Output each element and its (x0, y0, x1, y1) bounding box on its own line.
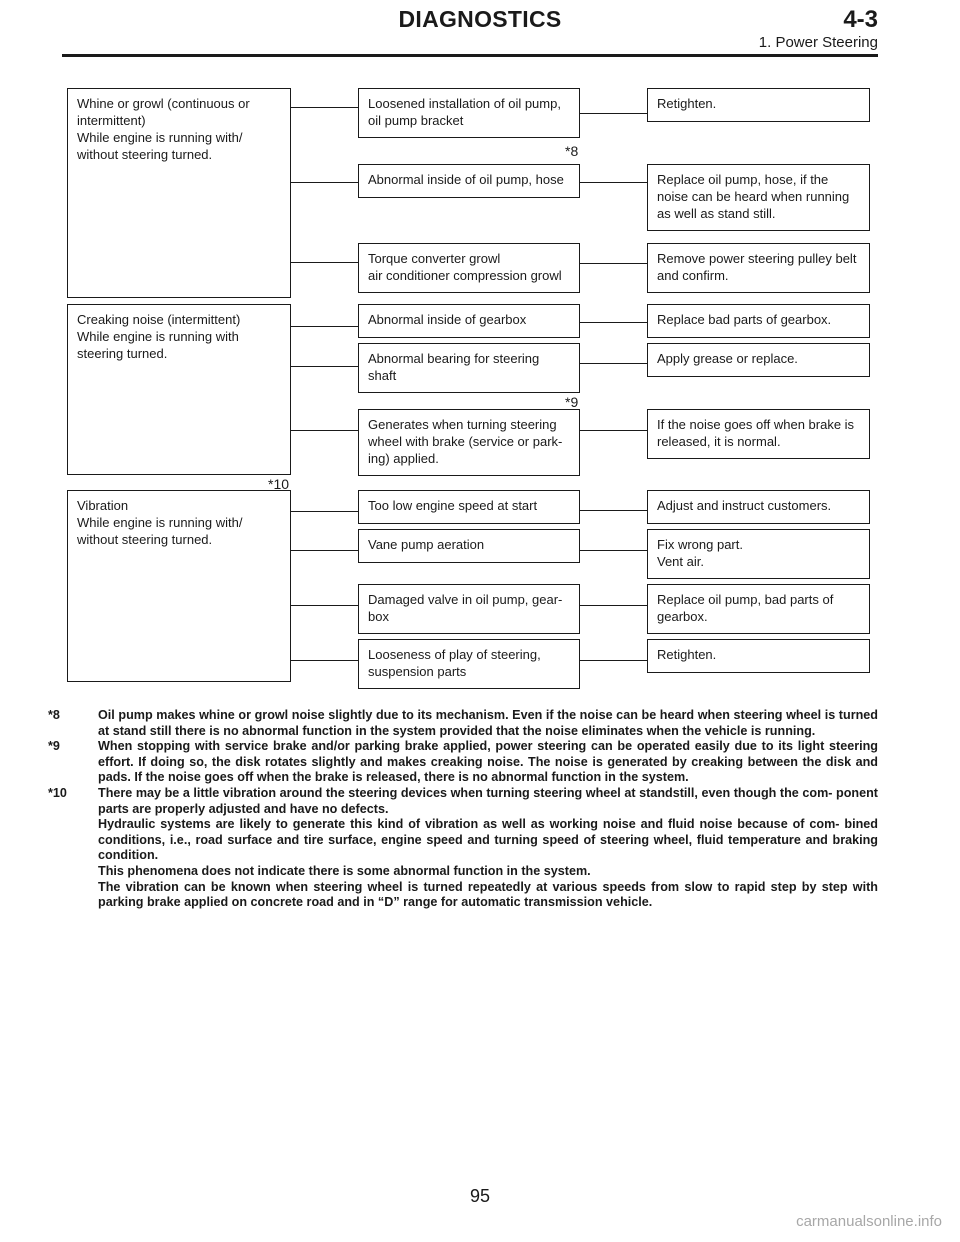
cause-box (358, 88, 580, 138)
footnote-marker: *8 (565, 143, 579, 159)
cause-box (358, 343, 580, 393)
cause-box (358, 529, 580, 563)
connector-line (291, 511, 358, 512)
watermark: carmanualsonline.info (796, 1213, 942, 1230)
connector-line (580, 605, 647, 606)
footnote-mark: *8 (48, 708, 60, 722)
remedy-box (647, 639, 870, 673)
connector-line (291, 605, 358, 606)
footnote-text (98, 786, 878, 911)
connector-line (291, 660, 358, 661)
remedy-text: Retighten. (657, 96, 717, 111)
remedy-box (647, 343, 870, 377)
footnote-paragraph: This phenomena does not indicate there is some abnormal function in the system. (98, 863, 591, 878)
remedy-box (647, 304, 870, 338)
remedy-text: Apply grease or replace. (657, 351, 798, 366)
cause-text: Abnormal inside of gearbox (368, 312, 527, 327)
page-number: 95 (469, 1186, 491, 1206)
connector-line (580, 322, 647, 323)
symptom-text: Whine or growl (continuous or intermittent) While engine is running with/ without steering turned. (77, 96, 250, 162)
symptom-box-creaking (67, 304, 291, 475)
footnote-10 (48, 786, 878, 911)
connector-line (291, 366, 358, 367)
symptom-text: Creaking noise (intermittent) While engine is running with steering turned. (77, 312, 241, 361)
remedy-text: Replace bad parts of gearbox. (657, 312, 832, 327)
footnote-text (98, 708, 878, 739)
section-number: 4-3 (843, 6, 878, 33)
symptom-box-vibration (67, 490, 291, 682)
cause-text: Damaged valve in oil pump, gear- box (368, 592, 563, 624)
remedy-text: Retighten. (657, 647, 717, 662)
remedy-text: Remove power steering pulley belt and confirm. (657, 251, 857, 283)
connector-line (291, 107, 358, 108)
connector-line (291, 182, 358, 183)
remedy-box (647, 409, 870, 459)
connector-line (291, 430, 358, 431)
cause-text: Abnormal bearing for steering shaft (368, 351, 540, 383)
footnote-mark: *10 (48, 785, 67, 800)
cause-text: Too low engine speed at start (368, 498, 538, 513)
remedy-box (647, 490, 870, 524)
connector-line (580, 510, 647, 511)
footnote-paragraph: The vibration can be known when steering wheel is turned repeatedly at various speeds from slow to rapid step by step with parking brake applied on concrete road and in “D” range for automatic transmission vehicle. (98, 879, 878, 910)
symptom-text: Vibration While engine is running with/ without steering turned. (77, 498, 243, 547)
connector-line (580, 430, 647, 431)
symptom-box-whine (67, 88, 291, 298)
connector-line (580, 660, 647, 661)
cause-text: Torque converter growl air conditioner compression growl (368, 251, 562, 283)
page-title: DIAGNOSTICS (398, 6, 562, 32)
connector-line (580, 182, 647, 183)
footnote-paragraph: There may be a little vibration around the steering devices when turning steering wheel at standstill, even though the com- ponent parts are properly adjusted and have no defects. (98, 785, 878, 816)
cause-box (358, 243, 580, 293)
section-subtitle: 1. Power Steering (758, 34, 878, 51)
remedy-text: If the noise goes off when brake is released, it is normal. (657, 417, 855, 449)
cause-box (358, 584, 580, 634)
footnote-marker: *10 (268, 476, 290, 492)
cause-box (358, 490, 580, 524)
header-rule (62, 54, 878, 57)
cause-box (358, 409, 580, 476)
footnote-paragraph: Oil pump makes whine or growl noise slightly due to its mechanism. Even if the noise can be heard when steering wheel is turned at stand still there is no abnormal function in the system provided that the noise eliminates when the vehicle is running. (98, 708, 878, 738)
remedy-text: Fix wrong part. Vent air. (657, 537, 743, 569)
connector-line (580, 113, 647, 114)
cause-text: Loosened installation of oil pump, oil pump bracket (368, 96, 561, 128)
cause-text: Generates when turning steering wheel with brake (service or park- ing) applied. (368, 417, 563, 466)
footnote-mark: *9 (48, 739, 60, 754)
remedy-box (647, 529, 870, 579)
connector-line (580, 550, 647, 551)
footnote-8 (48, 708, 878, 739)
cause-box (358, 639, 580, 689)
cause-text: Vane pump aeration (368, 537, 485, 552)
remedy-text: Replace oil pump, hose, if the noise can be heard when running as well as stand still. (657, 172, 850, 221)
connector-line (291, 262, 358, 263)
connector-line (580, 263, 647, 264)
remedy-text: Adjust and instruct customers. (657, 498, 832, 513)
remedy-box (647, 88, 870, 122)
footnote-text (98, 739, 878, 786)
footnotes (48, 708, 878, 911)
footnote-paragraph: Hydraulic systems are likely to generate this kind of vibration as well as working noise and fluid noise because of com- bined conditions, i.e., road surface and tire surface, engine speed and turning speed of steering wheel, fluid temperature and braking condition. (98, 817, 878, 863)
footnote-9 (48, 739, 878, 786)
connector-line (580, 363, 647, 364)
connector-line (291, 326, 358, 327)
remedy-text: Replace oil pump, bad parts of gearbox. (657, 592, 834, 624)
cause-text: Looseness of play of steering, suspension parts (368, 647, 541, 679)
remedy-box (647, 584, 870, 634)
remedy-box (647, 243, 870, 293)
cause-box (358, 304, 580, 338)
footnote-marker: *9 (565, 394, 579, 410)
footnote-paragraph: When stopping with service brake and/or parking brake applied, power steering can be operated easily due to its light steering effort. If doing so, the disk rotates slightly and makes creaking noise. The noise is generated by creaking between the disk and pads. If the noise goes off when the brake is released, there is no abnormal function in the system. (98, 739, 878, 785)
cause-text: Abnormal inside of oil pump, hose (368, 172, 564, 187)
cause-box (358, 164, 580, 198)
remedy-box (647, 164, 870, 231)
connector-line (291, 550, 358, 551)
